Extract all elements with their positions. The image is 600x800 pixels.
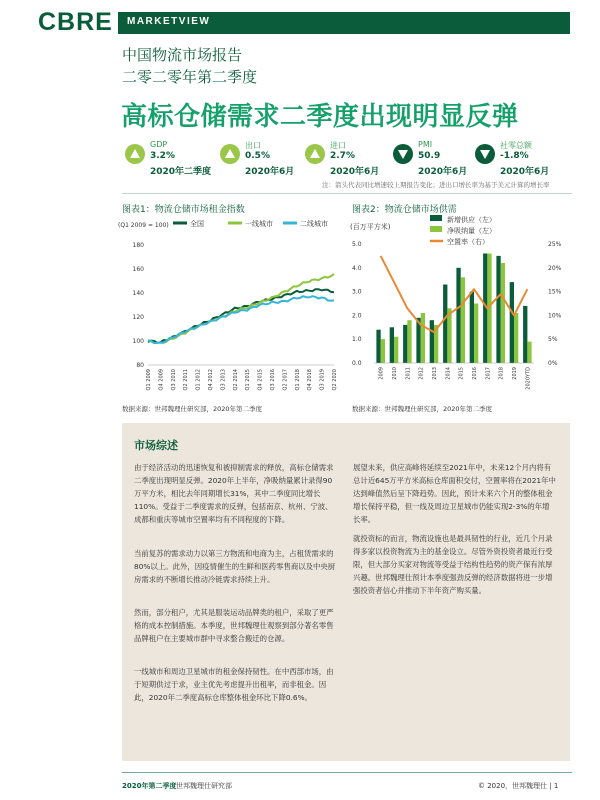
y2-tick-label: 10% [548, 312, 562, 320]
x-tick-label: Q1 2012 [195, 369, 202, 391]
indicator-label: 进口 [330, 141, 346, 150]
x-tick-label: 2016 [472, 367, 478, 380]
bar [407, 320, 411, 363]
headline: 高标仓储需求二季度出现明显反弹 [121, 102, 519, 132]
bar [376, 330, 380, 363]
footer-period: 2020年第二季度 [122, 782, 177, 790]
overview-paragraph: 展望未来，供应高峰将延续至2021年中，未来12个月内将有总计近645万平方米高标仓库面积交付，空置率将在2021年中达到峰值然后呈下降趋势。因此，预计未来六个月的整体租金增长保持平稳，但一线及周边卫星城市仍能实现2-3%的年增长率。 [353, 463, 556, 524]
bar [461, 277, 465, 363]
y2-tick-label: 25% [548, 241, 562, 248]
arrow-glyph [130, 149, 140, 158]
legend-label: 空置率（右） [447, 238, 489, 246]
footer-department: 世邦魏理仕研究部 [176, 782, 232, 790]
market-overview-title: 市场综述 [134, 439, 178, 452]
y-tick-label: 80 [136, 362, 144, 369]
y2-tick-label: 0% [548, 360, 558, 367]
rent-index-chart [118, 213, 340, 400]
legend-swatch [430, 215, 442, 221]
arrow-up-icon [220, 144, 240, 164]
legend-label: 全国 [190, 220, 204, 228]
triangle-down-icon [475, 144, 495, 164]
overview-paragraph: 由于经济活动的迅速恢复和被抑制需求的释放，高标仓储需求二季度出现明显反弹。2020年上半年，净吸纳量累计录得90万平方米，相比去年同期增长31%，其中二季度同比增长110%。受益于二季度需求的反弹，包括南京、杭州、宁波、成都和重庆等城市空置率均有不同程度的下降。 [134, 463, 334, 524]
arrow-up-icon [305, 144, 325, 164]
x-tick-label: Q4 2012 [208, 369, 214, 391]
marketview-label: MARKETVIEW [127, 16, 211, 27]
indicator-date: 2020年6月 [418, 167, 468, 177]
bar [447, 308, 451, 363]
series-line [148, 296, 334, 343]
y-tick-label: 100 [132, 338, 144, 345]
bar [496, 256, 500, 363]
x-tick-label: Q2 2011 [183, 369, 190, 391]
x-tick-label: Q1 2015 [245, 369, 252, 391]
x-tick-label: Q4 2018 [307, 369, 314, 391]
bar [527, 342, 531, 363]
bar [523, 306, 527, 363]
triangle-up-icon [220, 144, 240, 164]
legend-label: 二线城市 [300, 220, 328, 228]
arrow-down-icon [393, 144, 413, 164]
overview-paragraph: 一线城市和周边卫星城市的租金保持韧性。在中西部市场，由于短期供过于求，业主优先考虑提升出租率，而非租金。因此，2020年二季度高标仓库整体租金环比下降0.6%。 [134, 667, 334, 702]
x-tick-label: 2019 [512, 367, 518, 380]
bar [514, 313, 518, 363]
bar [421, 313, 425, 363]
y-tick-label: 4.0 [352, 264, 362, 272]
y-tick-label: 0.0 [352, 360, 362, 367]
x-tick-label: 2012 [418, 367, 425, 380]
x-tick-label: Q3 2013 [220, 369, 227, 391]
x-tick-label: 2018 [498, 367, 505, 380]
bar [510, 282, 514, 363]
x-tick-label: 2010 [392, 367, 398, 380]
legend-label: 一线城市 [245, 220, 273, 228]
indicator-value: -1.8% [500, 151, 529, 161]
chart1-title: 图表1：物流仓储市场租金指数 [122, 205, 245, 215]
chart1-source: 数据来源：世邦魏理仕研究部，2020年第二季度 [122, 405, 263, 413]
x-tick-label: 2013 [432, 367, 438, 380]
x-tick-label: Q1 2018 [294, 369, 301, 391]
y-tick-label: 140 [132, 290, 144, 297]
overview-paragraph: 就投资标的而言，物流设施也是最具韧性的行业，近几个月录得多家以投资物流为主的基金设立。尽管外资投资者最近行受限，但大部分买家对物流等受益于结构性趋势的资产保有浓厚兴趣。世邦魏理仕预计本季度强劲反弹的经济数据将进一步增强投资者信心并推动下半年资产购买量。 [353, 534, 553, 595]
x-tick-label: Q3 2019 [319, 369, 326, 391]
bar [470, 292, 474, 363]
indicator-label: 社零总额 [500, 141, 532, 150]
x-tick-label: Q4 2009 [158, 369, 165, 391]
indicator-date: 2020年二季度 [150, 167, 212, 177]
bar [456, 268, 460, 363]
index-base-note: (Q1 2009 = 100) [118, 222, 169, 229]
y-tick-label: 180 [132, 242, 144, 249]
bar [501, 263, 505, 363]
vacancy-line [381, 256, 528, 332]
footer-divider [122, 772, 572, 773]
arrow-glyph [310, 149, 320, 158]
indicator-label: PMI [418, 140, 433, 149]
arrow-glyph [398, 150, 408, 159]
bar [403, 325, 407, 363]
x-tick-label: Q4 2015 [257, 369, 264, 391]
legend-label: 净吸纳量（左） [447, 227, 496, 235]
indicator-note: 注：箭头代表同比增速较上期报告变化；进出口增长率为基于美元计算的增长率 [322, 181, 550, 189]
supply-demand-chart [348, 213, 570, 400]
bar [474, 304, 478, 364]
arrow-down-icon [475, 144, 495, 164]
x-tick-label: 2014 [445, 367, 452, 380]
y-axis-label: (百万平方米) [350, 223, 391, 231]
x-tick-label: Q2 2017 [282, 369, 289, 391]
y-tick-label: 120 [132, 314, 144, 321]
indicator-label: 出口 [245, 141, 261, 150]
overview-paragraph: 然而，部分租户，尤其是服装运动品牌类的租户，采取了更严格的成本控制措施。本季度，世邦魏理仕观察到部分著名零售品牌租户在主要城市群中寻求整合搬迁的仓源。 [134, 608, 334, 643]
x-tick-label: Q2 2014 [232, 369, 239, 391]
triangle-down-icon [393, 144, 413, 164]
report-period: 二零二零年第二季度 [122, 68, 258, 86]
series-line [148, 274, 334, 343]
arrow-up-icon [125, 144, 145, 164]
x-tick-label: 2015 [458, 367, 465, 380]
x-tick-label: 2017 [485, 367, 492, 380]
indicator-date: 2020年6月 [245, 167, 295, 177]
indicator-date: 2020年6月 [500, 167, 550, 177]
y-tick-label: 5.0 [352, 241, 362, 248]
x-tick-label: Q1 2009 [146, 369, 152, 391]
chart2-source: 数据来源：世邦魏理仕研究部，2020年第二季度 [352, 405, 493, 413]
y-tick-label: 2.0 [352, 312, 362, 320]
x-tick-label: 2011 [405, 367, 412, 380]
bar [390, 327, 394, 363]
bar [430, 320, 434, 363]
legend-swatch [430, 226, 442, 232]
indicator-value: 50.9 [418, 151, 441, 161]
overview-paragraph: 当前复苏的需求动力以第三方物流和电商为主，占租赁需求的80%以上。此外，因疫情催生的生鲜和医药零售商以及中央厨房需求的不断增长推动冷链需求持续上升。 [134, 549, 336, 584]
bar [394, 337, 398, 363]
indicator-value: 0.5% [245, 151, 270, 161]
triangle-up-icon [305, 144, 325, 164]
footer-copyright: © 2020，世邦魏理仕 | 1 [478, 782, 559, 790]
divider [122, 193, 572, 194]
y-tick-label: 160 [132, 266, 144, 273]
y2-tick-label: 15% [548, 288, 562, 296]
company-logo: CBRE [38, 8, 113, 36]
x-tick-label: 2009 [378, 367, 385, 380]
x-tick-label: Q3 2010 [170, 369, 177, 391]
report-title: 中国物流市场报告 [122, 46, 243, 64]
x-tick-label: 2020YTD [525, 367, 532, 390]
x-tick-label: Q2 2020 [332, 369, 338, 391]
bar [443, 285, 447, 364]
y2-tick-label: 20% [548, 264, 562, 272]
arrow-glyph [225, 149, 235, 158]
indicator-value: 3.2% [150, 151, 175, 161]
triangle-up-icon [125, 144, 145, 164]
y-tick-label: 3.0 [352, 288, 362, 296]
bar [381, 339, 385, 363]
x-tick-label: Q3 2016 [270, 369, 276, 391]
indicator-value: 2.7% [330, 151, 355, 161]
chart2-title: 图表2：物流仓储市场供需 [352, 205, 457, 215]
y-tick-label: 1.0 [352, 336, 362, 344]
arrow-glyph [480, 150, 490, 159]
indicator-label: GDP [150, 140, 168, 149]
legend-label: 新增供应（左） [447, 216, 496, 224]
y2-tick-label: 5% [548, 336, 558, 344]
indicator-date: 2020年6月 [330, 167, 380, 177]
